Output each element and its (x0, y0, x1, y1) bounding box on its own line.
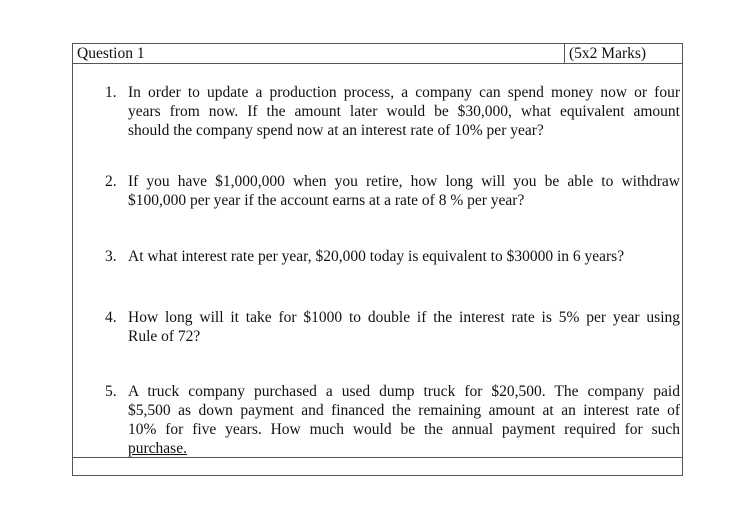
question-item-5 (105, 382, 680, 458)
question-text (128, 247, 680, 266)
question-text (128, 308, 680, 346)
marks-cell (564, 44, 682, 63)
question-item-3 (105, 247, 680, 266)
question-item-2 (105, 172, 680, 210)
question-text (128, 172, 680, 210)
question-line: $100,000 per year if the account earns at a rate of 8 % per year? (128, 192, 525, 209)
question-line: should the company spend now at an interest rate of 10% per year? (128, 122, 544, 139)
question-line: years from now. If the amount later would be $30,000, what equivalent amount (128, 103, 680, 120)
question-item-4 (105, 308, 680, 346)
question-line: At what interest rate per year, $20,000 today is equivalent to $30000 in 6 years? (128, 248, 625, 265)
question-item-1 (105, 83, 680, 140)
question-line: purchase. (128, 440, 187, 457)
question-line: $5,500 as down payment and financed the remaining amount at an interest rate of (128, 402, 680, 419)
question-line: A truck company purchased a used dump truck for $20,500. The company paid (128, 383, 680, 400)
question-text (128, 382, 680, 458)
question-number: 2. (105, 173, 117, 190)
question-line: In order to update a production process, a company can spend money now or four (128, 84, 680, 101)
question-number: 5. (105, 383, 117, 400)
question-line: Rule of 72? (128, 328, 201, 345)
question-line: How long will it take for $1000 to double if the interest rate is 5% per year using (128, 309, 680, 326)
footer-row (73, 457, 682, 475)
header-row (73, 44, 682, 64)
question-table (72, 43, 683, 476)
question-number: 1. (105, 84, 117, 101)
question-number: 3. (105, 248, 117, 265)
question-line: 10% for five years. How much would be the annual payment required for such (128, 421, 680, 438)
question-line: If you have $1,000,000 when you retire, how long will you be able to withdraw (128, 173, 680, 190)
question-title: Question 1 (77, 45, 145, 62)
question-number: 4. (105, 309, 117, 326)
question-text (128, 83, 680, 140)
marks-label: (5x2 Marks) (569, 45, 647, 62)
